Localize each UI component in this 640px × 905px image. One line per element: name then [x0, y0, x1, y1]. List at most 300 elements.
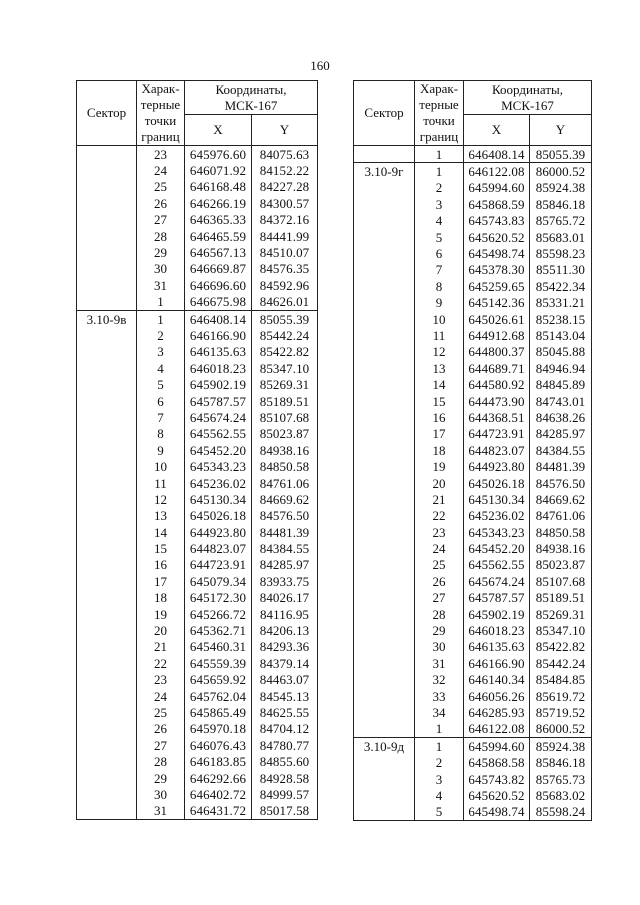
y-coordinate-cell: 85331.21 — [530, 295, 592, 311]
x-coordinate-cell: 646122.08 — [464, 721, 530, 738]
point-number-cell: 31 — [137, 803, 185, 820]
x-coordinate-cell: 645868.58 — [464, 754, 530, 770]
point-number-cell: 26 — [137, 195, 185, 211]
y-coordinate-cell: 84626.01 — [252, 294, 318, 311]
sector-cell — [354, 721, 415, 738]
y-coordinate-cell: 84116.95 — [252, 606, 318, 622]
y-coordinate-cell: 84300.57 — [252, 195, 318, 211]
table-row — [354, 721, 592, 738]
x-coordinate-cell: 645743.82 — [464, 771, 530, 787]
table-row — [354, 590, 592, 606]
sector-cell — [77, 327, 137, 343]
table-row — [77, 162, 318, 178]
sector-cell — [354, 557, 415, 573]
sector-cell — [354, 573, 415, 589]
y-coordinate-cell: 85269.31 — [252, 376, 318, 392]
sector-cell — [77, 786, 137, 802]
x-coordinate-cell: 646402.72 — [185, 786, 252, 802]
point-number-cell: 21 — [415, 491, 464, 507]
table-row — [354, 213, 592, 229]
y-coordinate-cell: 84206.13 — [252, 622, 318, 638]
header-points-line: терные — [140, 97, 181, 112]
sector-cell — [354, 278, 415, 294]
y-coordinate-cell: 84384.55 — [530, 442, 592, 458]
x-coordinate-cell: 645378.30 — [464, 262, 530, 278]
table-row — [77, 261, 318, 277]
table-row — [354, 754, 592, 770]
point-number-cell: 9 — [137, 442, 185, 458]
x-coordinate-cell: 644912.68 — [464, 327, 530, 343]
y-coordinate-cell: 84761.06 — [252, 475, 318, 491]
sector-cell — [354, 524, 415, 540]
point-number-cell: 3 — [415, 196, 464, 212]
sector-cell — [354, 804, 415, 821]
x-coordinate-cell: 644723.91 — [464, 426, 530, 442]
point-number-cell: 5 — [415, 229, 464, 245]
y-coordinate-cell: 84938.16 — [530, 540, 592, 556]
point-number-cell: 29 — [415, 622, 464, 638]
sector-cell — [77, 606, 137, 622]
x-coordinate-cell: 645674.24 — [464, 573, 530, 589]
sector-cell — [77, 376, 137, 392]
table-row — [354, 245, 592, 261]
point-number-cell: 4 — [137, 360, 185, 376]
x-coordinate-cell: 645362.71 — [185, 622, 252, 638]
table-row — [77, 376, 318, 392]
sector-cell — [354, 146, 415, 163]
point-number-cell: 28 — [137, 753, 185, 769]
y-coordinate-cell: 85269.31 — [530, 606, 592, 622]
header-points — [137, 81, 185, 146]
point-number-cell: 1 — [415, 163, 464, 180]
y-coordinate-cell: 84850.58 — [252, 458, 318, 474]
sector-cell — [77, 770, 137, 786]
x-coordinate-cell: 644823.07 — [464, 442, 530, 458]
y-coordinate-cell: 85023.87 — [530, 557, 592, 573]
sector-cell — [354, 508, 415, 524]
point-number-cell: 11 — [415, 327, 464, 343]
point-number-cell: 24 — [415, 540, 464, 556]
point-number-cell: 31 — [137, 277, 185, 293]
y-coordinate-cell: 84481.39 — [530, 458, 592, 474]
table-row — [77, 146, 318, 163]
point-number-cell: 21 — [137, 639, 185, 655]
point-number-cell: 19 — [137, 606, 185, 622]
y-coordinate-cell: 85189.51 — [530, 590, 592, 606]
table-row — [77, 622, 318, 638]
table-row — [354, 704, 592, 720]
header-x: X — [464, 115, 530, 146]
table-row — [354, 327, 592, 343]
x-coordinate-cell: 645787.57 — [464, 590, 530, 606]
x-coordinate-cell: 646675.98 — [185, 294, 252, 311]
sector-cell — [354, 393, 415, 409]
table-row — [77, 327, 318, 343]
sector-cell — [77, 753, 137, 769]
y-coordinate-cell: 84928.58 — [252, 770, 318, 786]
point-number-cell: 33 — [415, 688, 464, 704]
table-row — [354, 360, 592, 376]
header-x: X — [185, 115, 252, 146]
sector-cell — [354, 327, 415, 343]
y-coordinate-cell: 84761.06 — [530, 508, 592, 524]
table-row — [77, 277, 318, 293]
sector-cell — [354, 787, 415, 803]
y-coordinate-cell: 84481.39 — [252, 524, 318, 540]
point-number-cell: 23 — [415, 524, 464, 540]
table-row — [354, 672, 592, 688]
table-row — [354, 180, 592, 196]
x-coordinate-cell: 645079.34 — [185, 573, 252, 589]
table-row — [77, 294, 318, 311]
sector-cell — [354, 344, 415, 360]
sector-cell: 3.10-9г — [354, 163, 415, 180]
point-number-cell: 25 — [415, 557, 464, 573]
x-coordinate-cell: 646408.14 — [464, 146, 530, 163]
x-coordinate-cell: 646669.87 — [185, 261, 252, 277]
sector-cell — [354, 180, 415, 196]
header-points-line: Харак- — [141, 81, 180, 96]
y-coordinate-cell: 85511.30 — [530, 262, 592, 278]
y-coordinate-cell: 84780.77 — [252, 737, 318, 753]
y-coordinate-cell: 84463.07 — [252, 672, 318, 688]
sector-cell — [77, 491, 137, 507]
point-number-cell: 1 — [137, 294, 185, 311]
x-coordinate-cell: 645142.36 — [464, 295, 530, 311]
sector-cell — [77, 344, 137, 360]
y-coordinate-cell: 85598.24 — [530, 804, 592, 821]
y-coordinate-cell: 85719.52 — [530, 704, 592, 720]
y-coordinate-cell: 84372.16 — [252, 212, 318, 228]
table-row — [354, 442, 592, 458]
sector-cell — [354, 458, 415, 474]
point-number-cell: 5 — [415, 804, 464, 821]
page-number: 160 — [310, 58, 330, 73]
x-coordinate-cell: 644823.07 — [185, 540, 252, 556]
table-row — [77, 426, 318, 442]
table-row — [354, 688, 592, 704]
x-coordinate-cell: 645259.65 — [464, 278, 530, 294]
sector-cell — [354, 442, 415, 458]
y-coordinate-cell: 85017.58 — [252, 803, 318, 820]
header-points-line: границ — [419, 129, 459, 144]
sector-cell: 3.10-9в — [77, 310, 137, 327]
x-coordinate-cell: 644689.71 — [464, 360, 530, 376]
x-coordinate-cell: 645130.34 — [464, 491, 530, 507]
point-number-cell: 30 — [137, 786, 185, 802]
x-coordinate-cell: 645236.02 — [185, 475, 252, 491]
sector-cell — [77, 393, 137, 409]
table-row — [354, 196, 592, 212]
table-row — [354, 573, 592, 589]
y-coordinate-cell: 85422.82 — [252, 344, 318, 360]
point-number-cell: 16 — [137, 557, 185, 573]
sector-cell — [77, 508, 137, 524]
y-coordinate-cell: 84946.94 — [530, 360, 592, 376]
y-coordinate-cell: 85023.87 — [252, 426, 318, 442]
table-row — [354, 622, 592, 638]
y-coordinate-cell: 85143.04 — [530, 327, 592, 343]
point-number-cell: 27 — [137, 737, 185, 753]
table-row — [354, 508, 592, 524]
y-coordinate-cell: 84576.50 — [252, 508, 318, 524]
table-row — [354, 163, 592, 180]
point-number-cell: 1 — [137, 310, 185, 327]
sector-cell — [354, 360, 415, 376]
x-coordinate-cell: 645236.02 — [464, 508, 530, 524]
y-coordinate-cell: 85924.38 — [530, 738, 592, 755]
point-number-cell: 4 — [415, 213, 464, 229]
point-number-cell: 34 — [415, 704, 464, 720]
point-number-cell: 23 — [137, 672, 185, 688]
y-coordinate-cell: 84638.26 — [530, 409, 592, 425]
table-row — [354, 655, 592, 671]
coordinates-table-left — [76, 80, 318, 820]
x-coordinate-cell: 645343.23 — [464, 524, 530, 540]
point-number-cell: 18 — [415, 442, 464, 458]
sector-cell — [354, 639, 415, 655]
y-coordinate-cell: 84227.28 — [252, 179, 318, 195]
point-number-cell: 3 — [415, 771, 464, 787]
x-coordinate-cell: 646365.33 — [185, 212, 252, 228]
x-coordinate-cell: 645498.74 — [464, 804, 530, 821]
y-coordinate-cell: 84293.36 — [252, 639, 318, 655]
sector-cell — [77, 803, 137, 820]
y-coordinate-cell: 86000.52 — [530, 163, 592, 180]
x-coordinate-cell: 646018.23 — [185, 360, 252, 376]
sector-cell — [354, 754, 415, 770]
point-number-cell: 14 — [415, 376, 464, 392]
x-coordinate-cell: 645762.04 — [185, 688, 252, 704]
x-coordinate-cell: 646567.13 — [185, 244, 252, 260]
table-row — [77, 803, 318, 820]
y-coordinate-cell: 85846.18 — [530, 196, 592, 212]
x-coordinate-cell: 646166.90 — [464, 655, 530, 671]
table-row — [77, 409, 318, 425]
point-number-cell: 6 — [137, 393, 185, 409]
y-coordinate-cell: 84545.13 — [252, 688, 318, 704]
y-coordinate-cell: 84704.12 — [252, 721, 318, 737]
y-coordinate-cell: 85055.39 — [252, 310, 318, 327]
y-coordinate-cell: 85055.39 — [530, 146, 592, 163]
y-coordinate-cell: 85598.23 — [530, 245, 592, 261]
x-coordinate-cell: 646071.92 — [185, 162, 252, 178]
sector-cell — [354, 590, 415, 606]
x-coordinate-cell: 645659.92 — [185, 672, 252, 688]
y-coordinate-cell: 84625.55 — [252, 704, 318, 720]
table-row — [354, 262, 592, 278]
point-number-cell: 17 — [415, 426, 464, 442]
point-number-cell: 32 — [415, 672, 464, 688]
sector-cell — [354, 213, 415, 229]
header-points — [415, 81, 464, 146]
table-row — [77, 704, 318, 720]
sector-cell — [354, 704, 415, 720]
table-row — [354, 376, 592, 392]
table-row — [354, 278, 592, 294]
sector-cell — [354, 295, 415, 311]
point-number-cell: 8 — [137, 426, 185, 442]
x-coordinate-cell: 646135.63 — [185, 344, 252, 360]
x-coordinate-cell: 645562.55 — [464, 557, 530, 573]
sector-cell — [354, 540, 415, 556]
table-row — [354, 738, 592, 755]
x-coordinate-cell: 646076.43 — [185, 737, 252, 753]
sector-cell — [77, 540, 137, 556]
sector-cell — [77, 639, 137, 655]
y-coordinate-cell: 84669.62 — [252, 491, 318, 507]
x-coordinate-cell: 646168.48 — [185, 179, 252, 195]
x-coordinate-cell: 645970.18 — [185, 721, 252, 737]
table-row — [77, 672, 318, 688]
header-coords-line: Координаты, — [492, 81, 563, 97]
sector-cell — [354, 262, 415, 278]
x-coordinate-cell: 645902.19 — [185, 376, 252, 392]
y-coordinate-cell: 85107.68 — [252, 409, 318, 425]
table-row — [77, 688, 318, 704]
y-coordinate-cell: 84999.57 — [252, 786, 318, 802]
point-number-cell: 30 — [415, 639, 464, 655]
sector-cell — [77, 475, 137, 491]
point-number-cell: 31 — [415, 655, 464, 671]
x-coordinate-cell: 645498.74 — [464, 245, 530, 261]
sector-cell — [77, 622, 137, 638]
y-coordinate-cell: 84938.16 — [252, 442, 318, 458]
sector-cell — [77, 721, 137, 737]
sector-cell — [354, 196, 415, 212]
sector-cell — [77, 294, 137, 311]
point-number-cell: 6 — [415, 245, 464, 261]
table-row — [77, 179, 318, 195]
header-coords-line: МСК-167 — [224, 97, 278, 113]
header-y: Y — [530, 115, 592, 146]
coordinates-table-right — [353, 80, 592, 821]
x-coordinate-cell: 646183.85 — [185, 753, 252, 769]
point-number-cell: 2 — [137, 327, 185, 343]
point-number-cell: 27 — [415, 590, 464, 606]
table-row — [354, 606, 592, 622]
table-row — [354, 344, 592, 360]
table-row — [354, 804, 592, 821]
sector-cell — [354, 771, 415, 787]
point-number-cell: 13 — [415, 360, 464, 376]
y-coordinate-cell: 84285.97 — [530, 426, 592, 442]
point-number-cell: 29 — [137, 770, 185, 786]
table-row — [77, 573, 318, 589]
y-coordinate-cell: 84379.14 — [252, 655, 318, 671]
x-coordinate-cell: 645172.30 — [185, 590, 252, 606]
x-coordinate-cell: 644580.92 — [464, 376, 530, 392]
header-sector: Сектор — [354, 81, 415, 146]
x-coordinate-cell: 644923.80 — [185, 524, 252, 540]
x-coordinate-cell: 645266.72 — [185, 606, 252, 622]
table-row — [354, 540, 592, 556]
point-number-cell: 14 — [137, 524, 185, 540]
point-number-cell: 26 — [137, 721, 185, 737]
table-row — [77, 244, 318, 260]
point-number-cell: 29 — [137, 244, 185, 260]
table-row — [77, 786, 318, 802]
point-number-cell: 7 — [415, 262, 464, 278]
x-coordinate-cell: 645026.61 — [464, 311, 530, 327]
sector-cell — [77, 261, 137, 277]
sector-cell — [354, 426, 415, 442]
y-coordinate-cell: 85189.51 — [252, 393, 318, 409]
y-coordinate-cell: 83933.75 — [252, 573, 318, 589]
x-coordinate-cell: 645620.52 — [464, 787, 530, 803]
point-number-cell: 1 — [415, 721, 464, 738]
sector-cell — [77, 212, 137, 228]
x-coordinate-cell: 644368.51 — [464, 409, 530, 425]
x-coordinate-cell: 644800.37 — [464, 344, 530, 360]
y-coordinate-cell: 86000.52 — [530, 721, 592, 738]
sector-cell — [354, 622, 415, 638]
point-number-cell: 25 — [137, 704, 185, 720]
sector-cell — [77, 688, 137, 704]
sector-cell — [77, 590, 137, 606]
point-number-cell: 18 — [137, 590, 185, 606]
table-row — [354, 639, 592, 655]
point-number-cell: 1 — [415, 146, 464, 163]
point-number-cell: 10 — [415, 311, 464, 327]
sector-cell — [77, 244, 137, 260]
table-row — [77, 540, 318, 556]
x-coordinate-cell: 645559.39 — [185, 655, 252, 671]
x-coordinate-cell: 645976.60 — [185, 146, 252, 163]
table-row — [354, 146, 592, 163]
point-number-cell: 9 — [415, 295, 464, 311]
y-coordinate-cell: 84743.01 — [530, 393, 592, 409]
sector-cell — [354, 245, 415, 261]
point-number-cell: 2 — [415, 180, 464, 196]
table-row — [77, 442, 318, 458]
x-coordinate-cell: 645562.55 — [185, 426, 252, 442]
table-row — [77, 212, 318, 228]
y-coordinate-cell: 85924.38 — [530, 180, 592, 196]
y-coordinate-cell: 84592.96 — [252, 277, 318, 293]
y-coordinate-cell: 84510.07 — [252, 244, 318, 260]
sector-cell — [77, 195, 137, 211]
table-row — [77, 655, 318, 671]
point-number-cell: 24 — [137, 162, 185, 178]
table-row — [77, 606, 318, 622]
point-number-cell: 20 — [415, 475, 464, 491]
x-coordinate-cell: 646465.59 — [185, 228, 252, 244]
point-number-cell: 28 — [137, 228, 185, 244]
point-number-cell: 10 — [137, 458, 185, 474]
sector-cell — [354, 409, 415, 425]
y-coordinate-cell: 85683.01 — [530, 229, 592, 245]
point-number-cell: 20 — [137, 622, 185, 638]
x-coordinate-cell: 645343.23 — [185, 458, 252, 474]
sector-cell — [77, 573, 137, 589]
sector-cell — [77, 458, 137, 474]
point-number-cell: 15 — [415, 393, 464, 409]
y-coordinate-cell: 85846.18 — [530, 754, 592, 770]
sector-cell — [354, 688, 415, 704]
sector-cell — [354, 475, 415, 491]
table-row — [77, 360, 318, 376]
table-row — [77, 491, 318, 507]
x-coordinate-cell: 644923.80 — [464, 458, 530, 474]
table-row — [354, 458, 592, 474]
y-coordinate-cell: 84384.55 — [252, 540, 318, 556]
x-coordinate-cell: 645452.20 — [464, 540, 530, 556]
point-number-cell: 26 — [415, 573, 464, 589]
x-coordinate-cell: 645674.24 — [185, 409, 252, 425]
sector-cell — [77, 655, 137, 671]
sector-cell — [77, 704, 137, 720]
